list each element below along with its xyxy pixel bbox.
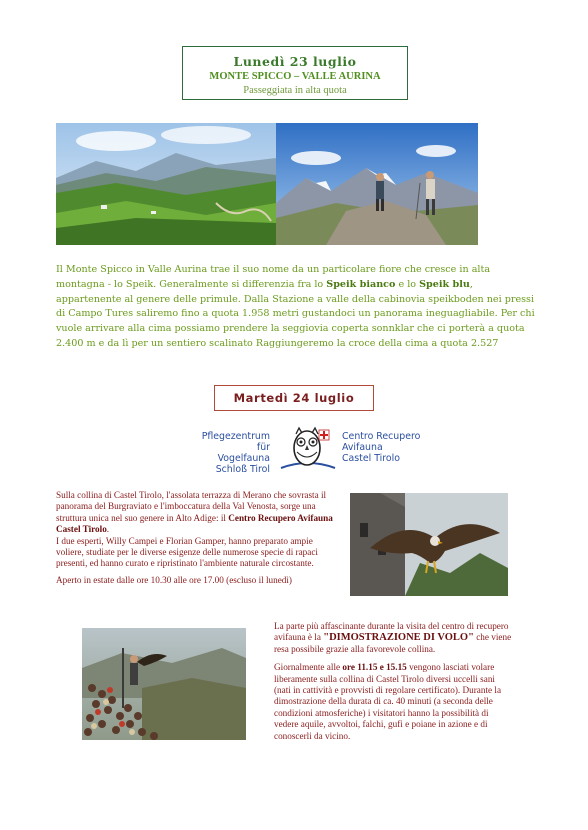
logo-it-line: Centro Recupero	[342, 431, 421, 442]
logo-it-line: Avifauna	[342, 442, 383, 453]
day2-date: Martedì 24 luglio	[233, 391, 355, 405]
opening-hours: Aperto in estate dalle ore 10.30 alle ore 17.00 (escluso il lunedì)	[56, 574, 292, 585]
crowd-photo	[82, 628, 246, 740]
logo-de-line: Schloß Tirol	[215, 464, 270, 475]
logo-text-german	[190, 431, 270, 475]
flight-demo-description	[274, 621, 514, 742]
logo-it-line: Castel Tirolo	[342, 453, 400, 464]
para3-schedule	[274, 662, 514, 742]
para2-text: Sulla collina di Castel Tirolo, l'assolata terrazza di Merano che sovrasta il panorama del Burgraviato e l'imboccatura della Val Venosta, sorge una struttura unica nel suo genere in Alto Adige: il	[56, 490, 327, 523]
day1-subtitle: Passeggiata in alta quota	[243, 85, 347, 96]
para1-text: , appartenente al genere delle primule. Dalla Stazione a valle della cabinovia speikboden nei pressi di Campo Tures saliremo fino a quota 1.958 metri gustandoci un panorama ineguagliabile. Per chi vuole arrivare alla cima possiamo prendere la seggiovia coperta sonnklar che ci porterà a quota 2.400 m e da lì per un sentiero scalinato Raggiungeremo la croce della cima a quota 2.527	[56, 278, 535, 349]
day1-location: MONTE SPICCO – VALLE AURINA	[209, 71, 381, 82]
para3-text: La parte più affascinante durante la visita del centro di recupero avifauna è la	[274, 621, 509, 643]
valley-photo	[56, 123, 276, 245]
owl-logo-icon	[279, 422, 337, 472]
logo-de-line: Vogelfauna	[217, 453, 270, 464]
para1-text: Il Monte Spicco in Valle Aurina trae il suo nome da un particolare fiore che cresce in alta montagna - lo Speik. Generalmente si differenzia fra lo	[56, 264, 491, 290]
centro-recupero-name: Centro Recupero Avifauna Castel Tirolo	[56, 512, 333, 535]
speik-bianco: Speik bianco	[326, 278, 396, 290]
day1-date: Lunedì 23 luglio	[233, 54, 357, 69]
monte-spicco-description	[56, 263, 536, 352]
para3-intro	[274, 621, 514, 655]
demo-times: ore 11.15 e 15.15	[342, 662, 407, 673]
para2-text: I due esperti, Willy Campei e Florian Gamper, hanno preparato ampie voliere, studiate per le diverse esigenze delle numerose specie di rapaci presenti, ed hanno curato e ripristinato l'ambiente naturale circostante.	[56, 535, 318, 569]
para3-text: Giornalmente alle	[274, 662, 343, 673]
eagle-photo	[350, 493, 508, 596]
logo-de-line: Pflegezentrum für	[201, 431, 270, 453]
dimostrazione-di-volo: "DIMOSTRAZIONE DI VOLO"	[323, 632, 474, 644]
para2-text: .	[106, 524, 110, 535]
para3-text: vengono lasciati volare liberamente sulla collina di Castel Tirolo diversi uccelli sani (nati in cattività e provvisti di regolare certificato). Durante la dimostrazione della durata di ca. 40 minuti (a seconda delle condizioni atmosferiche) i visitatori hanno la possibilità di vedere aquile, avvoltoi, falchi, gufi e poiane in azione e di conoscerli da vicino.	[274, 662, 502, 741]
castel-tirolo-description	[56, 490, 334, 586]
day2-header-box	[214, 385, 374, 411]
para1-text: e lo	[395, 278, 420, 290]
hikers-photo	[276, 123, 478, 245]
logo-text-italian	[342, 431, 432, 464]
para3-text: che viene resa possibile grazie alla favorevole collina.	[274, 632, 512, 654]
day1-header-box	[182, 46, 408, 100]
speik-blu: Speik blu	[419, 278, 470, 290]
para2-body	[56, 490, 334, 570]
